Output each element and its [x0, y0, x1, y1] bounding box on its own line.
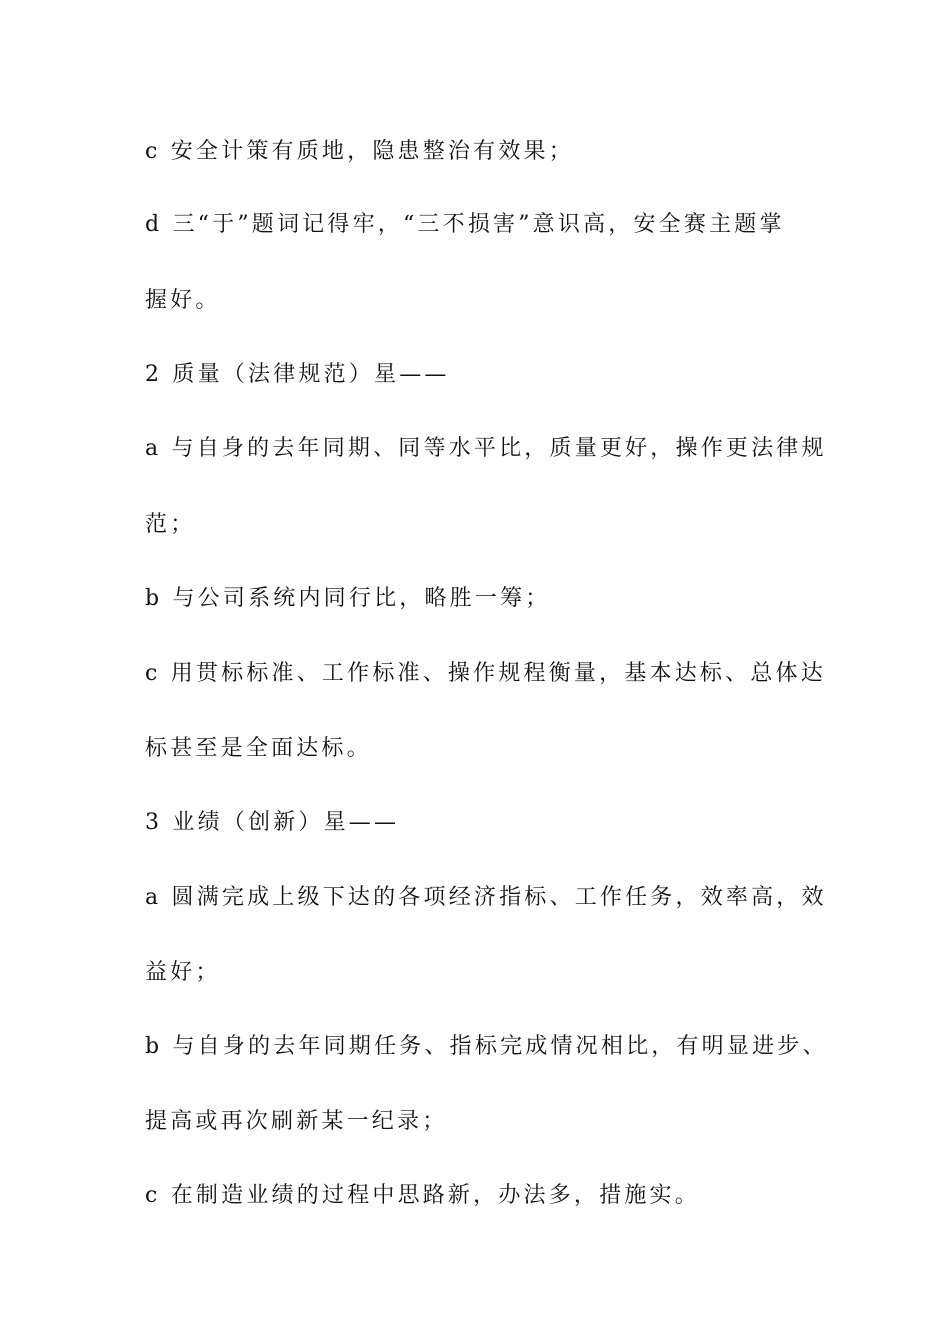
text-line: c 用贯标标准、工作标准、操作规程衡量，基本达标、总体达: [145, 661, 826, 686]
section-heading: 2 质量（法律规范）星——: [145, 362, 450, 387]
text-line: b 与公司系统内同行比，略胜一筹；: [145, 586, 551, 611]
text-line: 握好。: [145, 288, 221, 313]
text-line: a 与自身的去年同期、同等水平比，质量更好，操作更法律规: [145, 436, 827, 461]
text-line: d 三“于”题词记得牢，“三不损害”意识高，安全赛主题掌: [145, 212, 785, 237]
text-line: a 圆满完成上级下达的各项经济指标、工作任务，效率高，效: [145, 885, 827, 910]
text-line: c 在制造业绩的过程中思路新，办法多，措施实。: [145, 1183, 700, 1208]
text-line: 提高或再次刷新某一纪录；: [145, 1109, 448, 1134]
section-heading: 3 业绩（创新）星——: [145, 810, 400, 835]
text-line: 范；: [145, 512, 196, 537]
text-line: 益好；: [145, 960, 221, 985]
text-line: c 安全计策有质地，隐患整治有效果；: [145, 139, 574, 164]
text-line: 标甚至是全面达标。: [145, 736, 372, 761]
text-line: b 与自身的去年同期任务、指标完成情况相比，有明显进步、: [145, 1034, 828, 1059]
